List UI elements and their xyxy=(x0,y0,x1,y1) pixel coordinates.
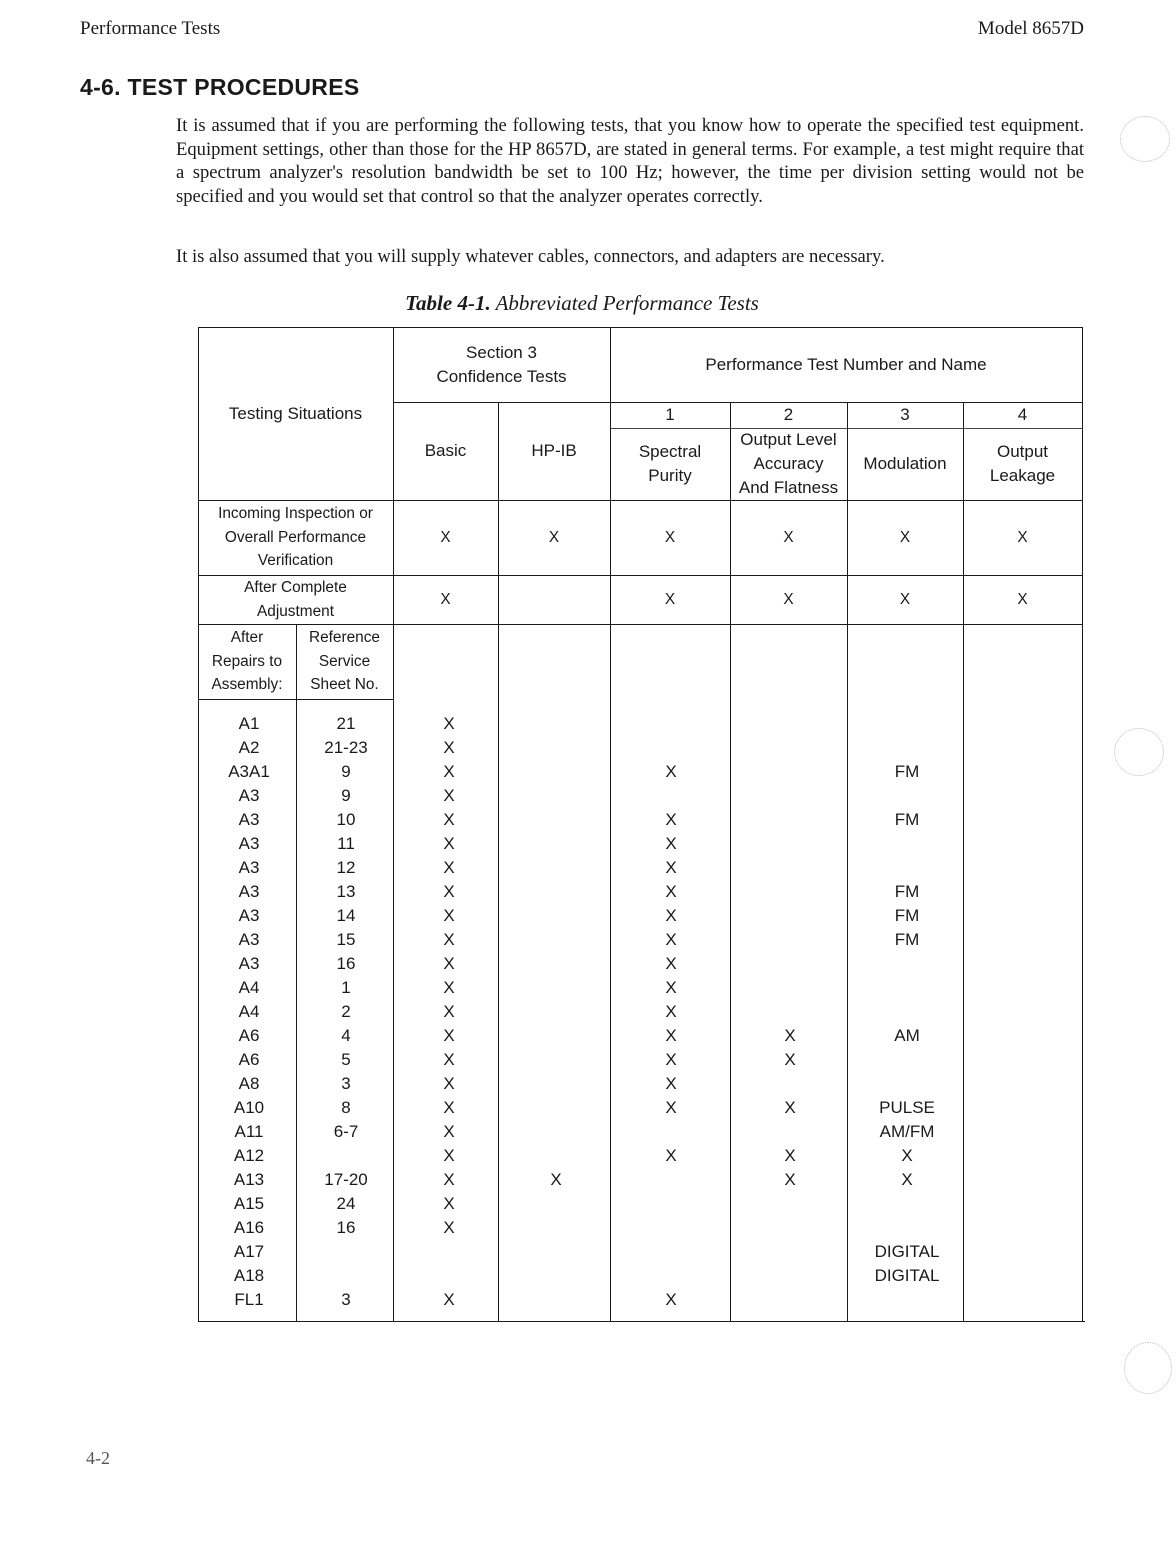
situation-mark: X xyxy=(664,590,676,608)
situation-label: After Complete Adjustment xyxy=(244,579,347,620)
section-title: 4-6. TEST PROCEDURES xyxy=(80,74,360,100)
situation-mark: X xyxy=(440,590,451,608)
header-section3-confidence-tests: Section 3 Confidence Tests xyxy=(436,342,567,386)
header-test-number: 4 xyxy=(1017,405,1028,424)
column-rule xyxy=(393,327,394,1321)
situation-mark: X xyxy=(1017,528,1028,546)
situation-mark: X xyxy=(899,528,911,546)
column-rule xyxy=(730,402,731,1321)
situation-mark xyxy=(498,575,610,624)
binder-hole-top xyxy=(1120,116,1170,162)
table-top-rule xyxy=(198,327,1082,328)
running-header-left: Performance Tests xyxy=(80,18,221,39)
situation-label: Incoming Inspection or Overall Performance Verification xyxy=(218,505,373,570)
header-test-number: 2 xyxy=(783,405,794,424)
column-rule xyxy=(296,624,297,1321)
binder-hole-bottom xyxy=(1124,1342,1172,1394)
header-test-number: 1 xyxy=(665,405,675,424)
header-basic: Basic xyxy=(424,441,467,460)
header-test-3-modulation: Modulation xyxy=(863,454,947,473)
situation-mark: X xyxy=(783,528,794,546)
header-hpib: HP-IB xyxy=(531,441,577,460)
column-rule xyxy=(610,327,611,1321)
column-rule xyxy=(963,402,964,1321)
header-test-2-output-level: Output Level Accuracy And Flatness xyxy=(738,430,839,497)
header-test-number: 3 xyxy=(900,405,910,424)
situation-mark: X xyxy=(664,528,676,546)
header-repairs-assembly: After Repairs to Assembly: xyxy=(211,629,283,694)
table-left-rule xyxy=(198,327,199,1321)
situation-separator-rule xyxy=(198,575,1082,576)
column-rule xyxy=(498,402,499,1321)
column-rule xyxy=(847,402,848,1321)
supplies-paragraph: It is also assumed that you will supply whatever cables, connectors, and adapters are necessary. xyxy=(176,246,885,267)
situation-mark: X xyxy=(1017,590,1028,608)
header-testing-situations: Testing Situations xyxy=(228,403,363,423)
situation-mark: X xyxy=(548,528,560,546)
repairs-header-rule xyxy=(198,699,393,700)
header-performance-tests: Performance Test Number and Name xyxy=(705,354,987,374)
intro-paragraph: It is assumed that if you are performing the following tests, that you know how to operate the specified test equipment. Equipment settings, other than those for the HP 8657D, are stated in general terms. For example, a test might require that a spectrum analyzer's resolution bandwidth be set to 100 Hz; however, the time per division setting would not be specified and you would set that control so that the analyzer operates correctly. xyxy=(176,115,1084,207)
situation-mark: X xyxy=(899,590,911,608)
situation-mark: X xyxy=(783,590,794,608)
header-test-4-output-leakage: Output Leakage xyxy=(989,442,1056,485)
binder-hole-middle xyxy=(1114,728,1164,776)
page-number: 4-2 xyxy=(86,1448,110,1468)
header-test-1-spectral-purity: Spectral Purity xyxy=(638,442,702,485)
table-caption-number: Table 4-1. xyxy=(405,291,491,315)
table-caption xyxy=(0,291,1164,316)
header-subdivision-rule xyxy=(393,402,1082,403)
table-caption-title: Abbreviated Performance Tests xyxy=(495,291,759,315)
header-reference-sheet: Reference Service Sheet No. xyxy=(308,629,380,694)
test-number-rule xyxy=(610,428,1082,429)
abbreviated-performance-tests-table: Testing Situations Section 3 Confidence Tests Performance Test Number and Name Basic HP-IB 1 Spectral Purity 2 Output Level Accuracy And Flatness 3 Modulation 4 Output Leakage Incoming Inspection or Overall Performance Verification X X X X X X After Complete Adjustment X X X X X After Repairs to Assembly: Reference Service Sheet No. A1 21 X A2 21-23 X A3A1 9 X X FM A3 9 X A3 10 X X FM A3 11 X X A3 12 X X A3 13 X X FM A3 14 X X FM A3 15 X X FM A3 16 X X A4 1 X X A4 2 X X A6 4 X X X AM A6 5 X X X A8 3 X X A10 8 X X X PULSE A11 6-7 X AM/FM A12 X X X X A13 17-20 X X X X A15 24 X A16 16 X A17 DIGITAL A18 DIGITAL FL1 3 X X xyxy=(0,0,1176,1544)
table-right-rule xyxy=(1082,327,1083,1321)
header-bottom-rule xyxy=(198,500,1082,501)
situation-mark: X xyxy=(440,528,451,546)
table-bottom-rule xyxy=(198,1321,1085,1322)
situation-bottom-rule xyxy=(198,624,1082,625)
running-header-right: Model 8657D xyxy=(977,18,1084,39)
